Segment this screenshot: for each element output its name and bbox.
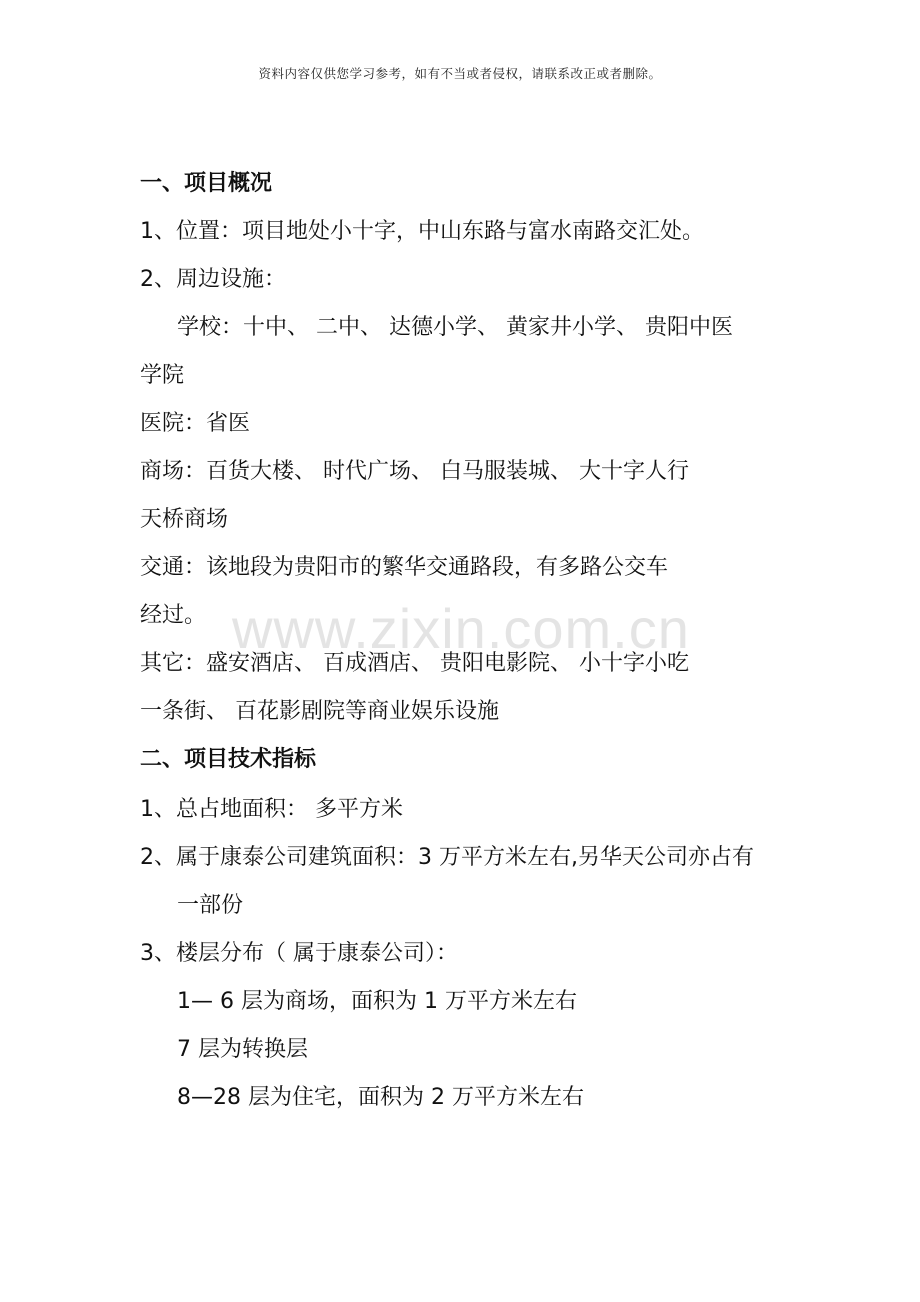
mall-line-1: 商场：百货大楼、 时代广场、 白马服装城、 大十字人行 [140, 459, 689, 484]
mall-line-2: 天桥商场 [140, 507, 229, 532]
watermark: www.zixin.com.cn [232, 597, 690, 660]
floor-line-3: 8—28 层为住宅，面积为 2 万平方米左右 [177, 1085, 584, 1110]
section-1-title: 一、项目概况 [140, 171, 273, 196]
traffic-line-1: 交通：该地段为贵阳市的繁华交通路段，有多路公交车 [140, 555, 669, 580]
floor-line-2: 7 层为转换层 [177, 1037, 308, 1062]
schools-line-2: 学院 [140, 363, 185, 388]
land-area-item: 1、总占地面积： 多平方米 [140, 797, 403, 822]
section-2-title: 二、项目技术指标 [140, 747, 317, 772]
building-area-item: 2、属于康泰公司建筑面积：3 万平方米左右,另华天公司亦占有 [140, 845, 754, 870]
floor-distribution-item: 3、楼层分布（ 属于康泰公司）： [140, 941, 458, 966]
location-item: 1、位置：项目地处小十字，中山东路与富水南路交汇处。 [140, 219, 704, 244]
traffic-line-2: 经过。 [140, 603, 207, 628]
other-line-2: 一条街、 百花影剧院等商业娱乐设施 [140, 699, 499, 724]
header-note: 资料内容仅供您学习参考，如有不当或者侵权，请联系改正或者删除。 [258, 66, 662, 81]
other-line-1: 其它：盛安酒店、 百成酒店、 贵阳电影院、 小十字小吃 [140, 651, 689, 676]
hospital-line: 医院：省医 [140, 411, 251, 436]
schools-line-1: 学校：十中、 二中、 达德小学、 黄家井小学、 贵阳中医 [177, 315, 733, 340]
floor-line-1: 1— 6 层为商场，面积为 1 万平方米左右 [177, 989, 577, 1014]
surroundings-item: 2、周边设施： [140, 267, 286, 292]
building-area-cont: 一部份 [177, 893, 244, 918]
